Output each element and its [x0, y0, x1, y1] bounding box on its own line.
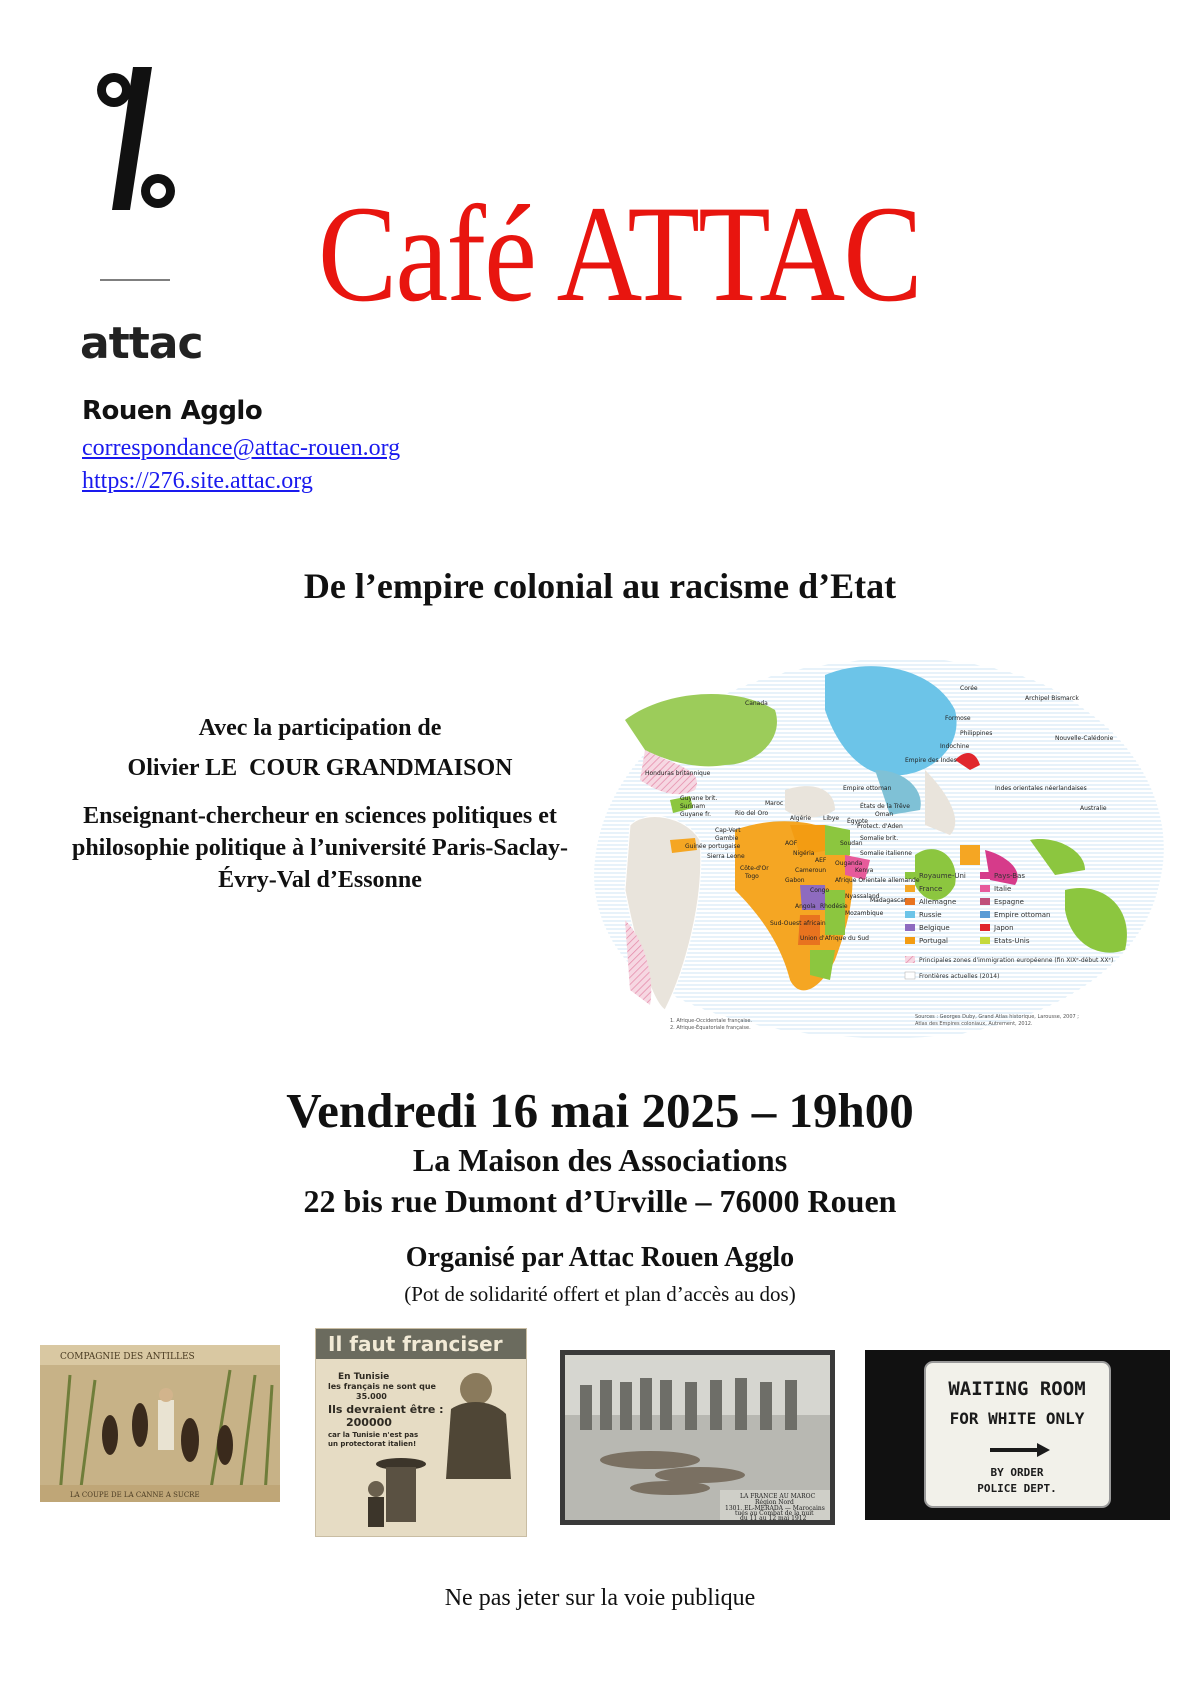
map-note: 2. Afrique-Équatoriale française. [670, 1025, 751, 1031]
map-label: Madagascar [870, 897, 907, 904]
map-label: Rio del Oro [735, 810, 769, 817]
map-source: Atlas des Empires coloniaux, Autrement, 2012. [915, 1021, 1033, 1027]
photo-caption: LA COUPE DE LA CANNE A SUCRE [70, 1491, 200, 1499]
map-label: Sud-Ouest africain [770, 920, 826, 927]
map-label: Nyassaland [845, 893, 880, 900]
map-source: Sources : Georges Duby, Grand Atlas historique, Larousse, 2007 ; [915, 1014, 1079, 1020]
logo-wordmark: attac [80, 318, 203, 369]
map-label: Togo [745, 873, 759, 880]
legend-label: Frontières actuelles (2014) [919, 973, 1000, 980]
photo-poster-tunisia [315, 1328, 527, 1537]
map-label: Soudan [840, 840, 863, 847]
poster-line: car la Tunisie n'est pas [328, 1431, 419, 1439]
map-label: Kenya [855, 867, 874, 874]
map-label: Algérie [790, 815, 812, 822]
legend-label: Etats-Unis [994, 937, 1030, 945]
map-label: Égypte [847, 818, 869, 825]
map-label: Somalie italienne [860, 850, 912, 857]
speaker-name: Olivier LE COUR GRANDMAISON [127, 755, 513, 781]
map-label: Afrique Orientale allemande [835, 877, 920, 884]
poster-line: les français ne sont que [328, 1382, 436, 1391]
legend-label: Allemagne [919, 898, 957, 906]
sign-text: FOR WHITE ONLY [949, 1409, 1085, 1428]
event-date: Vendredi 16 mai 2025 – 19h00 [286, 1083, 914, 1138]
map-label: Angola [795, 903, 816, 910]
map-label: Empire des Indes [905, 757, 957, 764]
legend-label: Belgique [919, 924, 950, 932]
participation-label: Avec la participation de [198, 715, 442, 741]
sign-text: BY ORDER [990, 1466, 1044, 1479]
colonial-empires-map [585, 640, 1175, 1050]
map-label: Surinam [680, 803, 706, 810]
map-label: Empire ottoman [843, 785, 892, 792]
map-label: Corée [960, 685, 978, 692]
poster-line: un protectorat italien! [328, 1440, 417, 1448]
map-label: Ouganda [835, 860, 863, 867]
legend-label: Empire ottoman [994, 911, 1051, 919]
event-note: (Pot de solidarité offert et plan d’accès au dos) [404, 1282, 796, 1306]
poster-line: 35.000 [356, 1392, 387, 1401]
legend-label: Royaume-Uni [919, 872, 966, 880]
event-subtitle: De l’empire colonial au racisme d’Etat [303, 566, 897, 606]
map-label: Philippines [960, 730, 993, 737]
event-address: 22 bis rue Dumont d’Urville – 76000 Rouen [303, 1183, 897, 1219]
sign-text: WAITING ROOM [948, 1378, 1086, 1400]
photo-caption: Région Nord [755, 1499, 794, 1506]
poster-line: Ils devraient être : [328, 1403, 444, 1416]
photo-text: COMPAGNIE DES ANTILLES [60, 1352, 195, 1362]
map-note: 1. Afrique-Occidentale française. [670, 1018, 753, 1024]
legend-label: Pays-Bas [994, 872, 1026, 880]
legend-label: Japon [994, 924, 1014, 932]
event-organizer: Organisé par Attac Rouen Agglo [405, 1242, 795, 1273]
map-label: Somalie brit. [860, 835, 899, 842]
map-label: Guyane brit. [680, 795, 718, 802]
map-label: Protect. d'Aden [857, 823, 903, 830]
email-link[interactable]: correspondance@attac-rouen.org [82, 435, 401, 461]
legend-label: Italie [994, 885, 1012, 893]
poster-line: 200000 [346, 1416, 392, 1429]
map-label: Formose [945, 715, 971, 722]
website-link[interactable]: https://276.site.attac.org [82, 468, 313, 494]
map-label: Guinée portugaise [685, 843, 741, 850]
sign-text: POLICE DEPT. [977, 1482, 1057, 1495]
map-label: Guyane fr. [680, 811, 712, 818]
map-label: Libye [823, 815, 840, 822]
map-label: Maroc [765, 800, 784, 807]
map-label: Gabon [785, 877, 805, 884]
photo-caption: 1301. EL-MERADA — Marocains [725, 1505, 825, 1512]
photo-caption: du 11 au 12 mai 1912 [740, 1515, 807, 1522]
legend-label: Russie [919, 911, 942, 919]
legend-label: France [919, 885, 943, 893]
speaker-role: Enseignant-chercheur en sciences politiques et philosophie politique à l’université Paris-Saclay-Évry-Val d’Essonne [71, 803, 569, 893]
map-label: Union d'Afrique du Sud [800, 935, 869, 942]
photo-sugar-cane [40, 1345, 280, 1502]
group-name: Rouen Agglo [82, 396, 263, 426]
legend-label: Principales zones d'immigration européenne (fin XIXᵉ-début XXᵉ) [919, 957, 1114, 964]
map-label: Sierra Leone [707, 853, 745, 860]
poster-line: En Tunisie [338, 1372, 390, 1382]
legend-label: Portugal [919, 937, 948, 945]
poster-headline: Il faut franciser [328, 1332, 503, 1356]
map-label: Canada [745, 700, 768, 707]
map-label: États de la Trêve [860, 803, 910, 810]
map-label: Côte-d'Or [740, 865, 769, 872]
photo-caption: tués au Combat de la nuit [735, 1510, 814, 1517]
map-label: Mozambique [845, 910, 884, 917]
photo-caption: LA FRANCE AU MAROC [740, 1493, 816, 1500]
footer-text: Ne pas jeter sur la voie publique [444, 1585, 756, 1611]
map-label: Congo [810, 887, 830, 894]
photo-waiting-room-sign [865, 1350, 1170, 1520]
legend-label: Espagne [994, 898, 1024, 906]
event-venue: La Maison des Associations [412, 1142, 788, 1178]
page-title: Café ATTAC [318, 177, 921, 330]
map-label: Archipel Bismarck [1025, 695, 1079, 702]
map-label: AEF [815, 857, 827, 864]
map-label: Gambie [715, 835, 739, 842]
map-label: Australie [1080, 805, 1107, 812]
map-label: Cameroun [795, 867, 827, 874]
map-label: Oman [875, 811, 894, 818]
map-label: Indochine [940, 743, 970, 750]
map-label: Rhodésie [820, 903, 848, 910]
photo-morocco [560, 1350, 835, 1525]
map-label: Honduras britannique [645, 770, 711, 777]
map-label: Nouvelle-Calédonie [1055, 735, 1114, 742]
map-label: AOF [785, 840, 798, 847]
map-label: Cap-Vert [715, 827, 741, 834]
map-label: Indes orientales néerlandaises [995, 785, 1087, 792]
map-label: Nigéria [793, 850, 815, 857]
